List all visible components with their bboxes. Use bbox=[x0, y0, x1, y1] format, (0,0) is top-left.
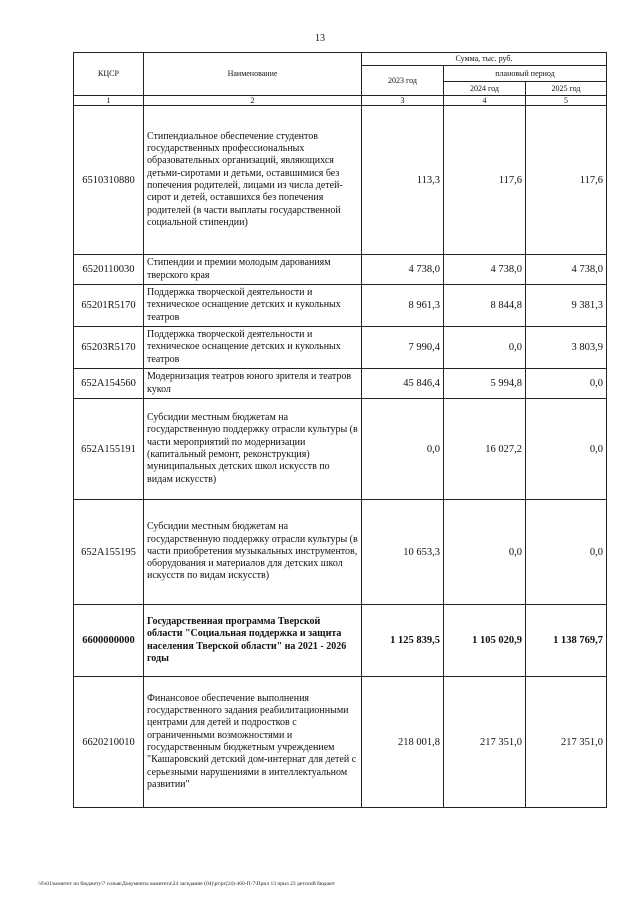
row-value-2023: 218 001,8 bbox=[362, 677, 444, 808]
row-value-2025: 0,0 bbox=[526, 500, 607, 605]
row-name: Модернизация театров юного зрителя и театров кукол bbox=[144, 369, 362, 399]
row-name: Субсидии местным бюджетам на государственную поддержку отрасли культуры (в части мероприятий по модернизации (капитальный ремонт, реконструкция) муниципальных детских школ искусств по видам искусств) bbox=[144, 399, 362, 500]
row-value-2025: 4 738,0 bbox=[526, 255, 607, 285]
table-row bbox=[74, 500, 607, 605]
row-value-2024: 217 351,0 bbox=[444, 677, 526, 808]
header-name: Наименование bbox=[144, 53, 362, 96]
row-name: Поддержка творческой деятельности и техническое оснащение детских и кукольных театров bbox=[144, 285, 362, 327]
row-code: 6520110030 bbox=[74, 255, 144, 285]
row-code: 65201R5170 bbox=[74, 285, 144, 327]
column-number: 4 bbox=[444, 96, 526, 106]
page-number: 13 bbox=[315, 33, 325, 44]
row-value-2024: 5 994,8 bbox=[444, 369, 526, 399]
file-path-footer: \\Fs01\комитет по бюджету\7 созыв\Документы комитета\24 заседание (04)\pr\pr(24)-460-П-7\Прил 13 прил 23 детский бюджет bbox=[38, 881, 336, 887]
row-name: Государственная программа Тверской области "Социальная поддержка и защита населения Тверской области" на 2021 - 2026 годы bbox=[144, 605, 362, 677]
row-value-2025: 217 351,0 bbox=[526, 677, 607, 808]
row-code: 652A154560 bbox=[74, 369, 144, 399]
table-row bbox=[74, 285, 607, 327]
column-number: 1 bbox=[74, 96, 144, 106]
row-code: 6600000000 bbox=[74, 605, 144, 677]
header-2024: 2024 год bbox=[444, 82, 526, 96]
row-value-2025: 0,0 bbox=[526, 369, 607, 399]
row-value-2024: 0,0 bbox=[444, 500, 526, 605]
budget-table bbox=[73, 52, 607, 808]
row-value-2023: 45 846,4 bbox=[362, 369, 444, 399]
row-value-2025: 0,0 bbox=[526, 399, 607, 500]
row-value-2024: 4 738,0 bbox=[444, 255, 526, 285]
header-planned: плановый период bbox=[444, 66, 607, 82]
row-value-2023: 4 738,0 bbox=[362, 255, 444, 285]
row-code: 6620210010 bbox=[74, 677, 144, 808]
row-value-2024: 8 844,8 bbox=[444, 285, 526, 327]
header-2025: 2025 год bbox=[526, 82, 607, 96]
table-row-total bbox=[74, 605, 607, 677]
table-row bbox=[74, 677, 607, 808]
header-2023: 2023 год bbox=[362, 66, 444, 96]
column-number: 2 bbox=[144, 96, 362, 106]
row-value-2023: 113,3 bbox=[362, 106, 444, 255]
table-row bbox=[74, 327, 607, 369]
row-name: Стипендиальное обеспечение студентов государственных профессиональных образовательных организаций, являющихся детьми-сиротами и детьми, оставшимися без попечения родителей, лицами из числа детей-сирот и детей, оставшихся без попечения родителей (в части выплаты государственной социальной стипендии) bbox=[144, 106, 362, 255]
row-value-2024: 0,0 bbox=[444, 327, 526, 369]
table-row bbox=[74, 399, 607, 500]
table-row bbox=[74, 255, 607, 285]
row-value-2025: 3 803,9 bbox=[526, 327, 607, 369]
row-value-2024: 16 027,2 bbox=[444, 399, 526, 500]
row-value-2023: 0,0 bbox=[362, 399, 444, 500]
row-code: 652A155191 bbox=[74, 399, 144, 500]
row-code: 65203R5170 bbox=[74, 327, 144, 369]
table-row bbox=[74, 369, 607, 399]
header-sum: Сумма, тыс. руб. bbox=[362, 53, 607, 66]
row-name: Стипендии и премии молодым дарованиям тверского края bbox=[144, 255, 362, 285]
row-code: 6510310880 bbox=[74, 106, 144, 255]
column-number: 3 bbox=[362, 96, 444, 106]
row-name: Финансовое обеспечение выполнения государственного задания реабилитационными центрами для детей и подростков с ограниченными возможностями и государственным бюджетным учреждением "Кашаровский детский дом-интернат для детей с серьезными нарушениями в интеллектуальном развитии" bbox=[144, 677, 362, 808]
row-value-2023: 10 653,3 bbox=[362, 500, 444, 605]
header-kcsr: КЦСР bbox=[74, 53, 144, 96]
row-name: Субсидии местным бюджетам на государственную поддержку отрасли культуры (в части приобретения музыкальных инструментов, оборудования и материалов для детских школ искусств по видам искусств) bbox=[144, 500, 362, 605]
column-number: 5 bbox=[526, 96, 607, 106]
table-row bbox=[74, 106, 607, 255]
row-value-2023: 8 961,3 bbox=[362, 285, 444, 327]
row-value-2023: 1 125 839,5 bbox=[362, 605, 444, 677]
row-value-2025: 1 138 769,7 bbox=[526, 605, 607, 677]
row-value-2024: 1 105 020,9 bbox=[444, 605, 526, 677]
row-value-2025: 9 381,3 bbox=[526, 285, 607, 327]
row-value-2024: 117,6 bbox=[444, 106, 526, 255]
row-code: 652A155195 bbox=[74, 500, 144, 605]
row-value-2023: 7 990,4 bbox=[362, 327, 444, 369]
row-name: Поддержка творческой деятельности и техническое оснащение детских и кукольных театров bbox=[144, 327, 362, 369]
row-value-2025: 117,6 bbox=[526, 106, 607, 255]
